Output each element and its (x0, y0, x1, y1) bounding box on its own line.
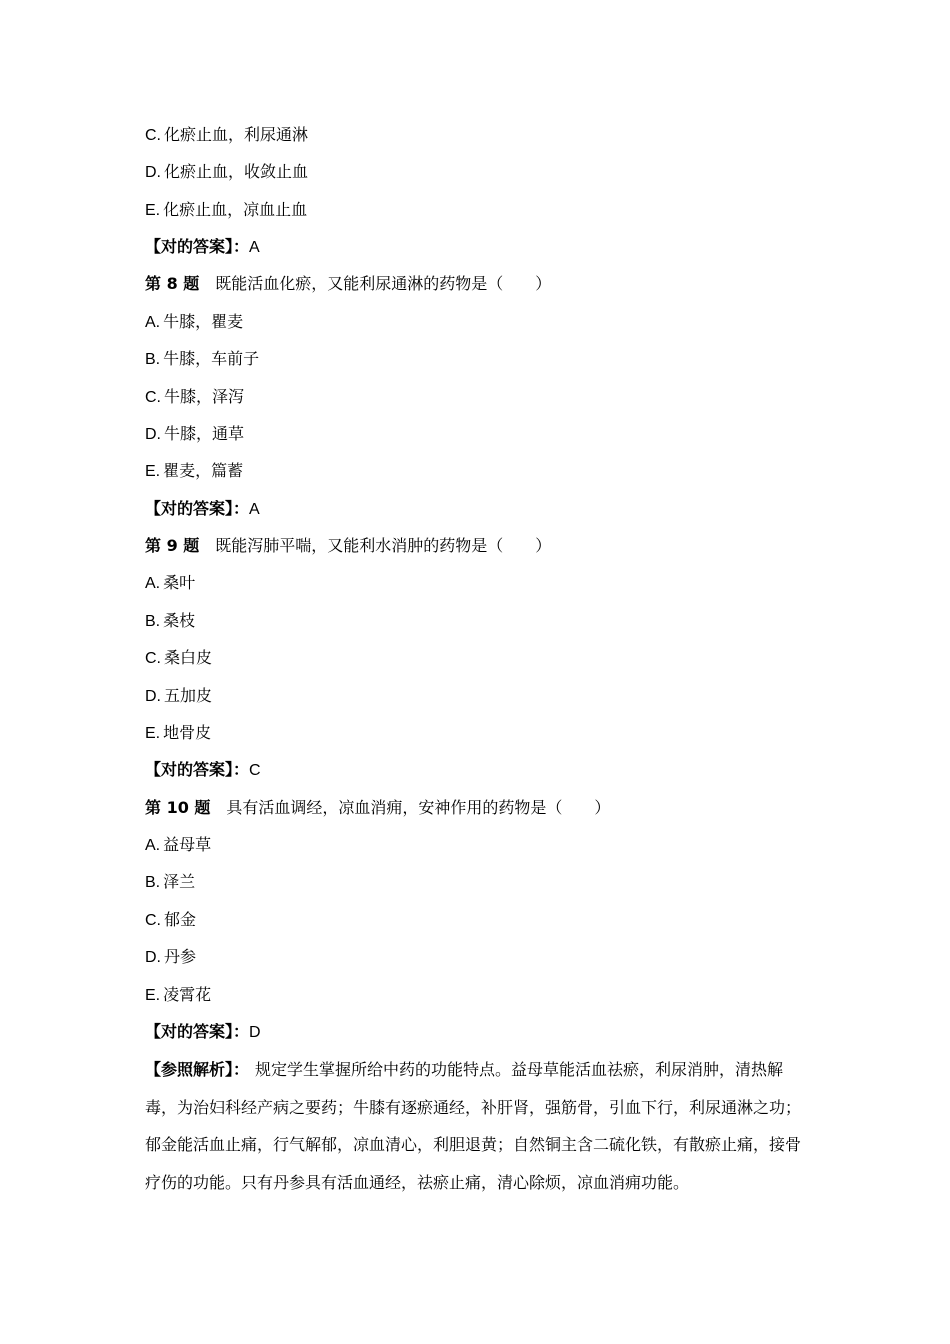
option-a (145, 834, 211, 857)
option-b (145, 610, 195, 633)
answer-line (145, 236, 260, 259)
option-text: 郁金 (164, 910, 197, 929)
option-text: 化瘀止血，收敛止血 (164, 162, 309, 181)
option-letter: E. (145, 725, 161, 742)
question-9-stem (145, 535, 551, 557)
answer-line (145, 498, 260, 521)
option-letter: C. (145, 389, 161, 406)
answer-value: C (249, 762, 261, 779)
option-c (145, 124, 308, 147)
option-e (145, 984, 211, 1007)
option-text: 牛膝，瞿麦 (163, 312, 244, 331)
answer-value: D (249, 1024, 261, 1041)
question-10-stem (145, 797, 610, 819)
option-text: 桑枝 (163, 611, 196, 630)
question-number: 第 8 题 (145, 274, 200, 293)
option-d (145, 685, 212, 708)
option-c (145, 647, 212, 670)
question-number: 第 10 题 (145, 798, 211, 817)
option-letter: E. (145, 463, 161, 480)
option-letter: D. (145, 426, 161, 443)
option-d (145, 946, 196, 969)
analysis-text: 规定学生掌握所给中药的功能特点。益母草能活血祛瘀，利尿消肿，清热解毒，为治妇科经产病之要药；牛膝有逐瘀通经，补肝肾，强筋骨，引血下行，利尿通淋之功；郁金能活血止痛，行气解郁，凉血清心，利胆退黄；自然铜主含二硫化铁，有散瘀止痛，接骨疗伤的功能。只有丹参具有活血通经，祛瘀止痛，清心除烦，凉血消痈功能。 (145, 1060, 802, 1192)
answer-line (145, 759, 261, 782)
option-letter: C. (145, 127, 161, 144)
option-e (145, 199, 307, 222)
option-text: 瞿麦，篇蓄 (163, 461, 244, 480)
option-letter: B. (145, 351, 161, 368)
question-number: 第 9 题 (145, 536, 200, 555)
option-letter: A. (145, 575, 161, 592)
answer-label: 【对的答案】： (145, 760, 250, 779)
analysis-label: 【参照解析】： (145, 1060, 250, 1079)
option-text: 牛膝，泽泻 (164, 387, 245, 406)
analysis-paragraph (145, 1051, 805, 1201)
option-text: 牛膝，车前子 (163, 349, 260, 368)
option-c (145, 386, 244, 409)
option-text: 泽兰 (163, 872, 196, 891)
answer-line (145, 1021, 261, 1044)
option-text: 桑白皮 (164, 648, 213, 667)
option-letter: E. (145, 987, 161, 1004)
option-text: 牛膝，通草 (164, 424, 245, 443)
option-letter: B. (145, 874, 161, 891)
option-letter: B. (145, 613, 161, 630)
option-letter: A. (145, 314, 161, 331)
option-letter: E. (145, 202, 161, 219)
answer-label: 【对的答案】： (145, 499, 250, 518)
option-letter: C. (145, 912, 161, 929)
option-letter: A. (145, 837, 161, 854)
option-c (145, 909, 196, 932)
question-text: 既能活血化瘀，又能利尿通淋的药物是（ ） (215, 274, 552, 293)
option-text: 化瘀止血，凉血止血 (163, 200, 308, 219)
question-text: 具有活血调经，凉血消痈，安神作用的药物是（ ） (226, 798, 611, 817)
option-text: 桑叶 (163, 573, 196, 592)
question-text: 既能泻肺平喘，又能利水消肿的药物是（ ） (215, 536, 552, 555)
option-a (145, 572, 195, 595)
answer-value: A (249, 239, 260, 256)
option-d (145, 161, 308, 184)
option-text: 凌霄花 (163, 985, 212, 1004)
option-letter: D. (145, 164, 161, 181)
option-text: 化瘀止血，利尿通淋 (164, 125, 309, 144)
option-text: 丹参 (164, 947, 197, 966)
option-a (145, 311, 243, 334)
option-text: 五加皮 (164, 686, 213, 705)
option-text: 益母草 (163, 835, 212, 854)
option-b (145, 871, 195, 894)
answer-value: A (249, 501, 260, 518)
question-8-stem (145, 273, 551, 295)
option-text: 地骨皮 (163, 723, 212, 742)
option-b (145, 348, 259, 371)
answer-label: 【对的答案】： (145, 237, 250, 256)
option-e (145, 460, 243, 483)
option-e (145, 722, 211, 745)
option-d (145, 423, 244, 446)
option-letter: D. (145, 949, 161, 966)
option-letter: C. (145, 650, 161, 667)
answer-label: 【对的答案】： (145, 1022, 250, 1041)
option-letter: D. (145, 688, 161, 705)
